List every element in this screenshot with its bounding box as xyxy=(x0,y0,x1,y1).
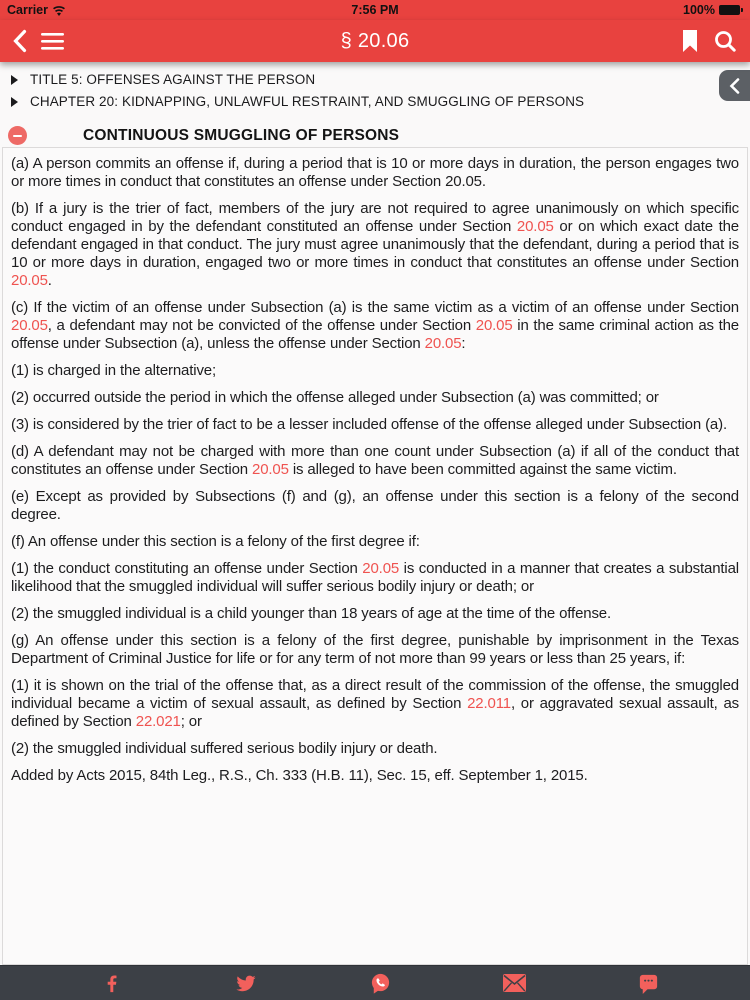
email-share-button[interactable] xyxy=(447,972,581,995)
whatsapp-share-button[interactable] xyxy=(313,972,447,995)
collapse-minus-icon[interactable] xyxy=(8,126,27,145)
breadcrumb-chapter[interactable]: CHAPTER 20: KIDNAPPING, UNLAWFUL RESTRAINT, AND SMUGGLING OF PERSONS xyxy=(11,94,750,109)
statute-text: (3) is considered by the trier of fact to be a lesser included offense of the offense alleged under Subsection (a). xyxy=(11,416,727,433)
section-link[interactable]: 22.011 xyxy=(467,695,511,712)
section-link[interactable]: 20.05 xyxy=(252,461,289,478)
section-link[interactable]: 20.05 xyxy=(11,317,48,334)
statute-paragraph xyxy=(11,767,739,785)
arrow-right-icon xyxy=(11,97,18,107)
statute-paragraph xyxy=(11,362,739,380)
statute-paragraph xyxy=(11,416,739,434)
statute-text: (a) A person commits an offense if, during a period that is 10 or more days in duration, the person engages two or more times in conduct that constitutes an offense under Section 20.05. xyxy=(11,155,739,190)
statute-text: (1) the conduct constituting an offense under Section xyxy=(11,560,363,577)
nav-bar xyxy=(0,20,750,62)
panel-collapse-button[interactable] xyxy=(719,70,750,101)
page-title: § 20.06 xyxy=(340,29,410,52)
section-link[interactable]: 22.021 xyxy=(135,713,181,730)
statute-text: ; or xyxy=(180,713,202,730)
statute-text: (e) Except as provided by Subsections (f) and (g), an offense under this section is a felony of the second degree. xyxy=(11,488,739,523)
bookmark-button[interactable] xyxy=(682,30,698,52)
statute-paragraph xyxy=(11,677,739,731)
whatsapp-icon xyxy=(369,972,392,995)
statute-text: , a defendant may not be convicted of the offense under Section xyxy=(47,317,476,334)
statute-text: or on which exact date the defendant engaged in that conduct. The jury must agree unanimously that the defendant, during a period that is 10 or more days in duration, engaged two or more times in conduct that constitutes an offense under Section xyxy=(11,218,739,271)
statute-paragraph xyxy=(11,299,739,353)
battery-percent: 100% xyxy=(683,3,715,17)
statute-text: (1) is charged in the alternative; xyxy=(11,362,217,379)
statute-text: (f) An offense under this section is a felony of the first degree if: xyxy=(11,533,420,550)
statute-text: is conducted in a manner that creates a substantial likelihood that the smuggled individual will suffer serious bodily injury or death; or xyxy=(11,560,739,595)
statute-paragraph xyxy=(11,488,739,524)
facebook-share-button[interactable] xyxy=(45,972,179,995)
statute-paragraph xyxy=(11,533,739,551)
section-heading: CONTINUOUS SMUGGLING OF PERSONS xyxy=(83,126,400,144)
statute-paragraph xyxy=(11,200,739,290)
twitter-icon xyxy=(233,972,259,994)
statute-text: (2) the smuggled individual suffered serious bodily injury or death. xyxy=(11,740,438,757)
twitter-share-button[interactable] xyxy=(179,972,313,995)
arrow-right-icon xyxy=(11,75,18,85)
statute-paragraph xyxy=(11,605,739,623)
section-link[interactable]: 20.05 xyxy=(11,272,48,289)
sms-icon xyxy=(637,972,660,995)
statute-text: , or aggravated sexual assault, as defined by Section xyxy=(11,695,739,730)
section-link[interactable]: 20.05 xyxy=(362,560,400,577)
sms-share-button[interactable] xyxy=(581,972,715,995)
statute-paragraph xyxy=(11,740,739,758)
statute-text: Added by Acts 2015, 84th Leg., R.S., Ch. 333 (H.B. 11), Sec. 15, eff. September 1, 2015. xyxy=(11,767,588,784)
statute-text: in the same criminal action as the offense under Subsection (a), unless the offense under Section xyxy=(11,317,739,352)
breadcrumb xyxy=(0,62,750,118)
status-bar xyxy=(0,0,750,20)
statute-text: (g) An offense under this section is a felony of the first degree, punishable by imprisonment in the Texas Department of Criminal Justice for life or for any term of not more than 99 years or less than 25 years, if: xyxy=(11,632,739,667)
statute-text: : xyxy=(461,335,466,352)
facebook-icon xyxy=(101,972,123,994)
statute-text: (c) If the victim of an offense under Subsection (a) is the same victim as a victim of an offense under Section xyxy=(11,299,739,316)
statute-paragraph xyxy=(11,632,739,668)
statute-text: (2) the smuggled individual is a child younger than 18 years of age at the time of the offense. xyxy=(11,605,612,622)
back-button[interactable] xyxy=(12,29,27,53)
statute-text: . xyxy=(47,272,52,289)
statute-paragraph xyxy=(11,443,739,479)
statute-text: (b) If a jury is the trier of fact, members of the jury are not required to agree unanimously on which specific conduct engaged in by the defendant constituted an offense under Section xyxy=(11,200,739,235)
email-icon xyxy=(502,973,527,993)
clock: 7:56 PM xyxy=(351,3,399,17)
section-link[interactable]: 20.05 xyxy=(424,335,462,352)
statute-paragraph xyxy=(11,155,739,191)
statute-paragraph xyxy=(11,560,739,596)
statute-text: (1) it is shown on the trial of the offense that, as a direct result of the commission of the offense, the smuggled individual became a victim of sexual assault, as defined by Section xyxy=(11,677,739,712)
share-toolbar xyxy=(0,965,750,1000)
statute-paragraph xyxy=(11,389,739,407)
statute-body xyxy=(2,147,748,965)
statute-text: (d) A defendant may not be charged with more than one count under Subsection (a) if all of the conduct that constitutes an offense under Section xyxy=(11,443,739,478)
statute-text: (2) occurred outside the period in which the offense alleged under Subsection (a) was committed; or xyxy=(11,389,659,406)
menu-button[interactable] xyxy=(41,33,64,50)
section-link[interactable]: 20.05 xyxy=(516,218,554,235)
carrier-label: Carrier xyxy=(7,3,48,17)
statute-text: is alleged to have been committed against the same victim. xyxy=(288,461,677,478)
section-link[interactable]: 20.05 xyxy=(475,317,513,334)
breadcrumb-title[interactable]: TITLE 5: OFFENSES AGAINST THE PERSON xyxy=(11,72,750,87)
search-button[interactable] xyxy=(714,30,736,52)
